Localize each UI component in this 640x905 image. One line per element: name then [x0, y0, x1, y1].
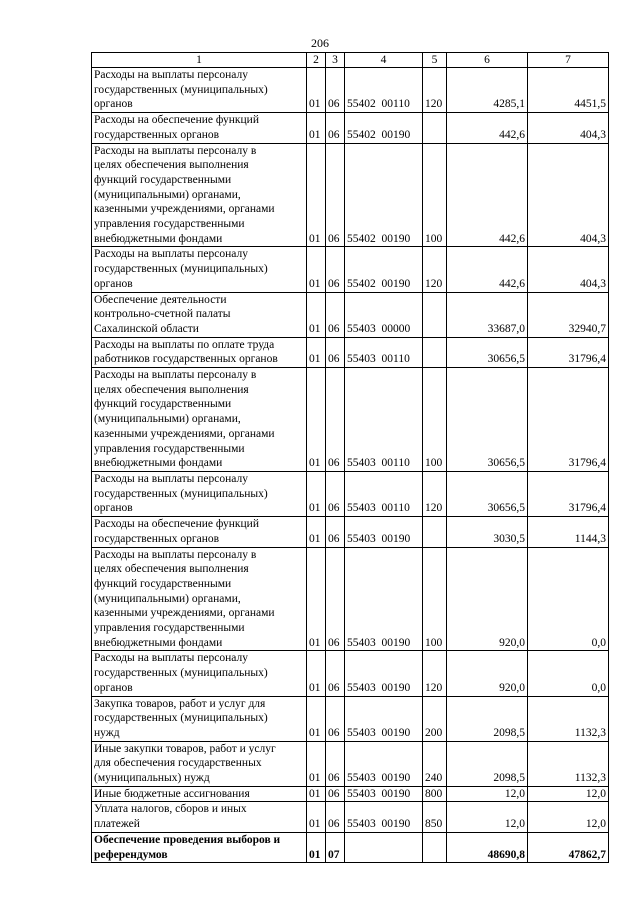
- table-row: [92, 651, 609, 696]
- amount-2018: 30656,5: [447, 368, 528, 472]
- amount-2019: 1132,3: [528, 696, 609, 741]
- subsection-code: 06: [326, 471, 345, 516]
- row-name-line: Расходы на выплаты персоналу: [94, 652, 248, 665]
- table-row: [92, 247, 609, 292]
- row-name: [92, 696, 307, 741]
- table-row: [92, 517, 609, 547]
- header-col-1: 1: [92, 53, 307, 68]
- header-col-2: 2: [307, 53, 326, 68]
- amount-2018: 442,6: [447, 247, 528, 292]
- row-name-line: государственных (муниципальных): [94, 667, 268, 680]
- expense-type-code: 120: [423, 471, 447, 516]
- subsection-code: 06: [326, 247, 345, 292]
- amount-2019: 0,0: [528, 547, 609, 651]
- row-name-line: органов: [94, 681, 133, 694]
- row-name: [92, 802, 307, 832]
- row-name-line: целях обеспечения выполнения: [94, 563, 249, 576]
- row-name-line: (муниципальными) органами,: [94, 188, 241, 201]
- row-name-line: работников государственных органов: [94, 353, 278, 366]
- subsection-code: 06: [326, 143, 345, 247]
- subsection-code: 06: [326, 368, 345, 472]
- subsection-code: 06: [326, 113, 345, 143]
- row-name-line: государственных (муниципальных): [94, 83, 268, 96]
- target-article-code: 55403 00190: [345, 741, 423, 786]
- section-code: 01: [307, 741, 326, 786]
- table-row: [92, 741, 609, 786]
- row-name-line: целях обеспечения выполнения: [94, 383, 249, 396]
- target-article-code: 55403 00190: [345, 696, 423, 741]
- amount-2018: 920,0: [447, 651, 528, 696]
- section-code: 01: [307, 651, 326, 696]
- row-name: [92, 517, 307, 547]
- section-code: 01: [307, 113, 326, 143]
- expense-type-code: 120: [423, 247, 447, 292]
- row-name: [92, 786, 307, 802]
- expense-type-code: 850: [423, 802, 447, 832]
- subsection-code: 06: [326, 786, 345, 802]
- table-row: [92, 292, 609, 337]
- target-article-code: 55403 00190: [345, 786, 423, 802]
- section-code: 01: [307, 802, 326, 832]
- section-code: 01: [307, 368, 326, 472]
- section-code: 01: [307, 547, 326, 651]
- section-code: 01: [307, 832, 326, 862]
- target-article-code: 55403 00190: [345, 651, 423, 696]
- row-name-line: государственных (муниципальных): [94, 263, 268, 276]
- amount-2019: 12,0: [528, 802, 609, 832]
- section-code: 01: [307, 471, 326, 516]
- row-name-line: Расходы на выплаты персоналу в: [94, 548, 257, 561]
- amount-2018: 4285,1: [447, 68, 528, 113]
- row-name: [92, 143, 307, 247]
- subsection-code: 07: [326, 832, 345, 862]
- row-name-line: контрольно-счетной палаты: [94, 308, 231, 321]
- amount-2018: 2098,5: [447, 741, 528, 786]
- row-name-line: Расходы на обеспечение функций: [94, 114, 259, 127]
- section-code: 01: [307, 292, 326, 337]
- row-name-line: управления государственными: [94, 622, 245, 635]
- expense-type-code: 100: [423, 143, 447, 247]
- table-row: [92, 471, 609, 516]
- row-name: [92, 741, 307, 786]
- target-article-code: 55403 00000: [345, 292, 423, 337]
- table-row: [92, 368, 609, 472]
- section-code: 01: [307, 786, 326, 802]
- row-name-line: целях обеспечения выполнения: [94, 159, 249, 172]
- target-article-code: 55403 00110: [345, 471, 423, 516]
- row-name-line: внебюджетными фондами: [94, 232, 223, 245]
- subsection-code: 06: [326, 68, 345, 113]
- page-number: 206: [311, 36, 329, 50]
- row-name-line: государственных органов: [94, 128, 220, 141]
- row-name: [92, 368, 307, 472]
- row-name-line: Расходы на выплаты персоналу в: [94, 369, 257, 382]
- table-row: [92, 68, 609, 113]
- amount-2019: 31796,4: [528, 368, 609, 472]
- amount-2018: 12,0: [447, 802, 528, 832]
- expense-type-code: [423, 832, 447, 862]
- table-row: [92, 143, 609, 247]
- amount-2018: 442,6: [447, 143, 528, 247]
- amount-2019: 404,3: [528, 247, 609, 292]
- target-article-code: 55402 00110: [345, 68, 423, 113]
- row-name-line: органов: [94, 502, 133, 515]
- amount-2019: 404,3: [528, 143, 609, 247]
- section-code: 01: [307, 247, 326, 292]
- target-article-code: 55403 00190: [345, 802, 423, 832]
- expense-type-code: [423, 292, 447, 337]
- amount-2019: 404,3: [528, 113, 609, 143]
- row-name-line: Уплата налогов, сборов и иных: [94, 803, 247, 816]
- row-name-line: органов: [94, 98, 133, 111]
- expense-type-code: [423, 517, 447, 547]
- row-name-line: государственных органов: [94, 532, 220, 545]
- row-name-line: казенными учреждениями, органами: [94, 427, 275, 440]
- amount-2018: 442,6: [447, 113, 528, 143]
- amount-2018: 920,0: [447, 547, 528, 651]
- expense-type-code: 120: [423, 651, 447, 696]
- row-name-line: управления государственными: [94, 218, 245, 231]
- header-col-4: 4: [345, 53, 423, 68]
- row-name-line: Расходы на выплаты по оплате труда: [94, 338, 275, 351]
- row-name-line: референдумов: [94, 848, 168, 861]
- amount-2018: 30656,5: [447, 471, 528, 516]
- header-col-3: 3: [326, 53, 345, 68]
- amount-2019: 31796,4: [528, 471, 609, 516]
- row-name-line: управления государственными: [94, 442, 245, 455]
- row-name: [92, 292, 307, 337]
- row-name-line: функций государственными: [94, 173, 232, 186]
- subsection-code: 06: [326, 517, 345, 547]
- target-article-code: 55402 00190: [345, 113, 423, 143]
- row-name-line: Иные бюджетные ассигнования: [94, 787, 250, 800]
- target-article-code: 55403 00110: [345, 337, 423, 367]
- row-name-line: Закупка товаров, работ и услуг для: [94, 697, 266, 710]
- subsection-code: 06: [326, 741, 345, 786]
- row-name-line: государственных (муниципальных): [94, 487, 268, 500]
- table-row: [92, 337, 609, 367]
- row-name-line: функций государственными: [94, 577, 232, 590]
- target-article-code: 55403 00110: [345, 368, 423, 472]
- table-row: [92, 786, 609, 802]
- row-name-line: (муниципальных) нужд: [94, 772, 210, 785]
- row-name-line: органов: [94, 277, 133, 290]
- row-name: [92, 547, 307, 651]
- subsection-code: 06: [326, 337, 345, 367]
- expense-type-code: [423, 113, 447, 143]
- table-row: [92, 547, 609, 651]
- section-code: 01: [307, 68, 326, 113]
- row-name-line: нужд: [94, 726, 120, 739]
- expense-type-code: 200: [423, 696, 447, 741]
- table-row: [92, 802, 609, 832]
- row-name: [92, 337, 307, 367]
- table-header-row: [92, 53, 609, 68]
- row-name-line: Расходы на обеспечение функций: [94, 518, 259, 531]
- amount-2018: 30656,5: [447, 337, 528, 367]
- row-name-line: казенными учреждениями, органами: [94, 203, 275, 216]
- target-article-code: 55403 00190: [345, 517, 423, 547]
- row-name: [92, 68, 307, 113]
- expense-type-code: 100: [423, 368, 447, 472]
- row-name-line: Сахалинской области: [94, 322, 199, 335]
- section-code: 01: [307, 337, 326, 367]
- row-name-line: внебюджетными фондами: [94, 457, 223, 470]
- amount-2018: 3030,5: [447, 517, 528, 547]
- amount-2019: 1132,3: [528, 741, 609, 786]
- header-col-5: 5: [423, 53, 447, 68]
- row-name-line: Расходы на выплаты персоналу в: [94, 144, 257, 157]
- row-name-line: Обеспечение проведения выборов и: [94, 833, 281, 846]
- target-article-code: 55403 00190: [345, 547, 423, 651]
- row-name-line: функций государственными: [94, 398, 232, 411]
- row-name-line: Иные закупки товаров, работ и услуг: [94, 742, 276, 755]
- row-name: [92, 247, 307, 292]
- subsection-code: 06: [326, 547, 345, 651]
- expense-type-code: 100: [423, 547, 447, 651]
- row-name-line: (муниципальными) органами,: [94, 413, 241, 426]
- subsection-code: 06: [326, 292, 345, 337]
- amount-2019: 4451,5: [528, 68, 609, 113]
- expense-type-code: 120: [423, 68, 447, 113]
- row-name-line: Расходы на выплаты персоналу: [94, 69, 248, 81]
- amount-2019: 0,0: [528, 651, 609, 696]
- row-name-line: внебюджетными фондами: [94, 636, 223, 649]
- expense-type-code: [423, 337, 447, 367]
- amount-2019: 47862,7: [528, 832, 609, 862]
- row-name-line: Расходы на выплаты персоналу: [94, 248, 248, 261]
- row-name-line: (муниципальными) органами,: [94, 592, 241, 605]
- amount-2018: 48690,8: [447, 832, 528, 862]
- amount-2019: 1144,3: [528, 517, 609, 547]
- table-row: [92, 832, 609, 862]
- amount-2019: 12,0: [528, 786, 609, 802]
- expense-type-code: 800: [423, 786, 447, 802]
- amount-2018: 12,0: [447, 786, 528, 802]
- table-row: [92, 113, 609, 143]
- section-code: 01: [307, 517, 326, 547]
- amount-2019: 32940,7: [528, 292, 609, 337]
- table-row: [92, 696, 609, 741]
- row-name-line: Обеспечение деятельности: [94, 293, 227, 306]
- subsection-code: 06: [326, 651, 345, 696]
- row-name-line: государственных (муниципальных): [94, 712, 268, 725]
- row-name: [92, 471, 307, 516]
- row-name-line: для обеспечения государственных: [94, 757, 262, 770]
- amount-2019: 31796,4: [528, 337, 609, 367]
- section-code: 01: [307, 696, 326, 741]
- amount-2018: 2098,5: [447, 696, 528, 741]
- expense-type-code: 240: [423, 741, 447, 786]
- row-name: [92, 832, 307, 862]
- subsection-code: 06: [326, 802, 345, 832]
- section-code: 01: [307, 143, 326, 247]
- subsection-code: 06: [326, 696, 345, 741]
- header-col-7: 7: [528, 53, 609, 68]
- target-article-code: [345, 832, 423, 862]
- amount-2018: 33687,0: [447, 292, 528, 337]
- row-name-line: платежей: [94, 818, 140, 831]
- row-name: [92, 651, 307, 696]
- table-body: [92, 68, 609, 863]
- target-article-code: 55402 00190: [345, 143, 423, 247]
- row-name-line: казенными учреждениями, органами: [94, 607, 275, 620]
- header-col-6: 6: [447, 53, 528, 68]
- target-article-code: 55402 00190: [345, 247, 423, 292]
- budget-table: [91, 52, 609, 863]
- row-name: [92, 113, 307, 143]
- row-name-line: Расходы на выплаты персоналу: [94, 472, 248, 485]
